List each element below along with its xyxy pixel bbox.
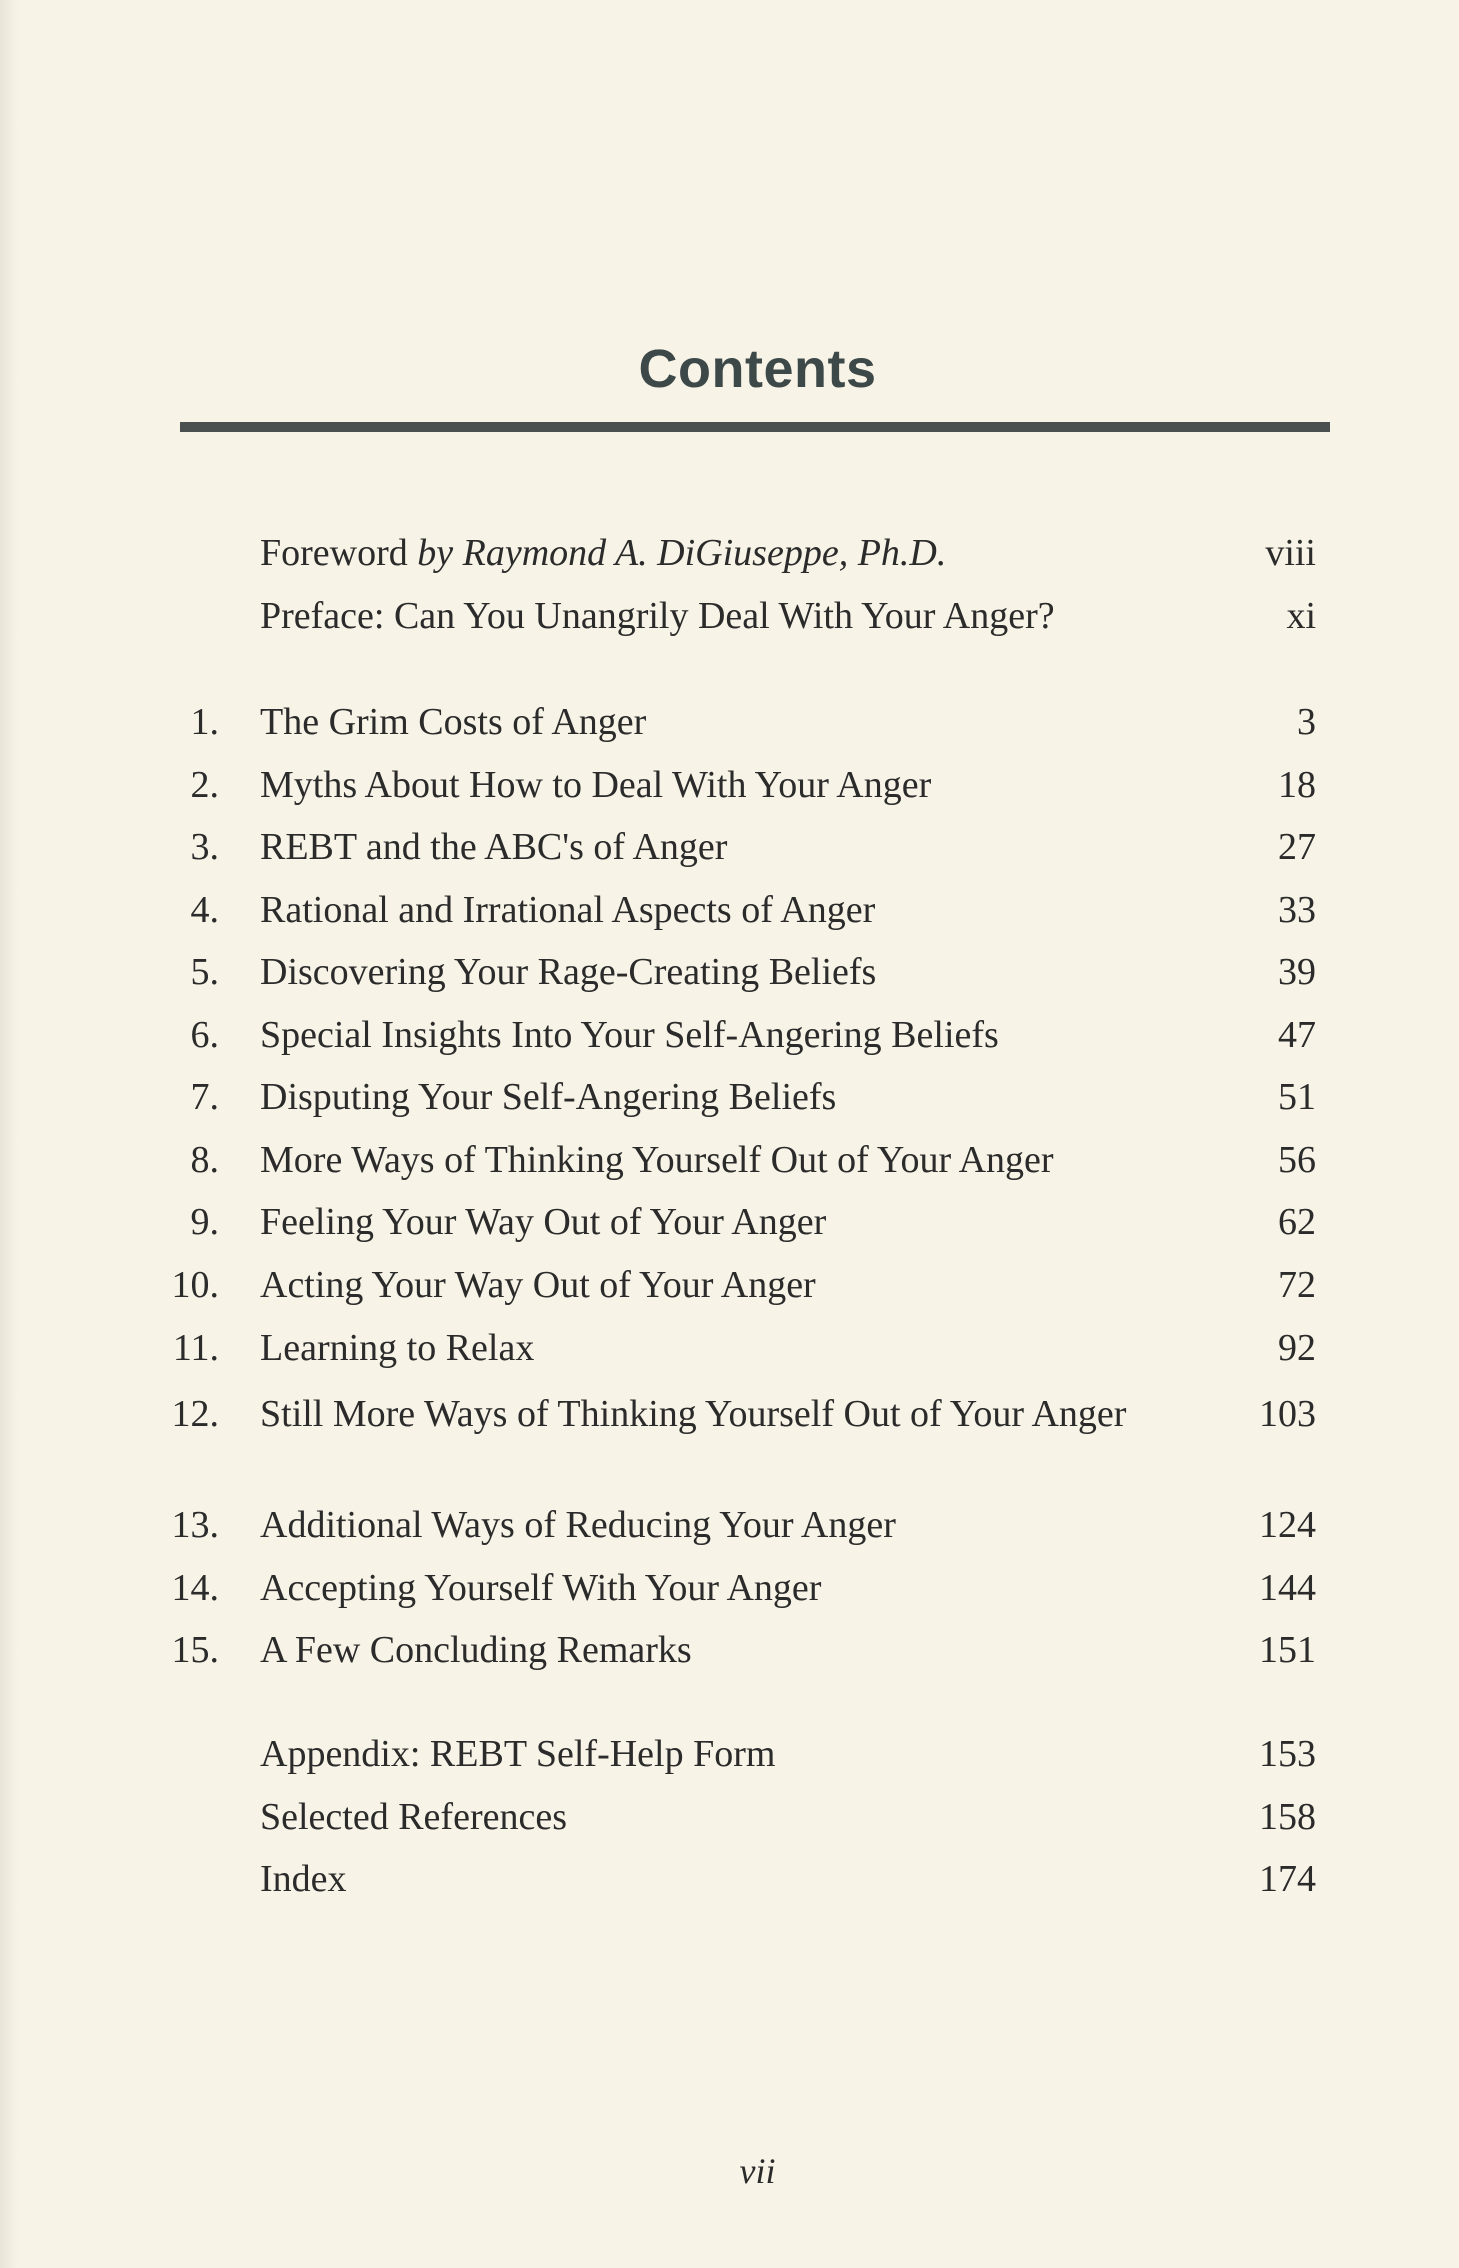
toc-chapter-number: 12. xyxy=(171,1393,219,1435)
toc-entry-title: Feeling Your Way Out of Your Anger xyxy=(260,1201,827,1243)
toc-page-number: 92 xyxy=(1278,1327,1316,1369)
toc-entry-title: Rational and Irrational Aspects of Anger xyxy=(260,889,876,931)
toc-page-number: 124 xyxy=(1259,1504,1316,1546)
page-folio: vii xyxy=(739,2151,776,2191)
toc-page-number: 151 xyxy=(1259,1629,1316,1671)
toc-entry-title: REBT and the ABC's of Anger xyxy=(260,826,728,868)
toc-chapter-4 xyxy=(0,885,1459,935)
toc-entry-title: Additional Ways of Reducing Your Anger xyxy=(260,1504,896,1546)
toc-entry-title: Appendix: REBT Self-Help Form xyxy=(260,1733,776,1775)
toc-page-number: viii xyxy=(1265,532,1316,574)
toc-chapter-13 xyxy=(0,1500,1459,1550)
toc-entry-title: Learning to Relax xyxy=(260,1327,535,1369)
title-rule xyxy=(180,422,1330,432)
toc-page-number: 47 xyxy=(1278,1014,1316,1056)
toc-page-number: 158 xyxy=(1259,1796,1316,1838)
toc-entry-preface xyxy=(0,591,1459,641)
toc-chapter-number: 9. xyxy=(190,1201,219,1243)
page-title: Contents xyxy=(638,339,877,399)
toc-chapter-15 xyxy=(0,1625,1459,1675)
toc-page-number: 3 xyxy=(1297,701,1316,743)
toc-entry-title: More Ways of Thinking Yourself Out of Your Anger xyxy=(260,1139,1054,1181)
toc-page-number: 153 xyxy=(1259,1733,1316,1775)
toc-chapter-2 xyxy=(0,760,1459,810)
toc-page-number: 18 xyxy=(1278,764,1316,806)
toc-chapter-11 xyxy=(0,1323,1459,1373)
toc-entry-title: The Grim Costs of Anger xyxy=(260,701,647,743)
toc-entry-title: Disputing Your Self-Angering Beliefs xyxy=(260,1076,837,1118)
toc-chapter-10 xyxy=(0,1260,1459,1310)
toc-chapter-14 xyxy=(0,1563,1459,1613)
toc-entry-index xyxy=(0,1854,1459,1904)
toc-chapter-9 xyxy=(0,1197,1459,1247)
toc-page-number: xi xyxy=(1286,595,1316,637)
toc-chapter-number: 1. xyxy=(190,701,219,743)
toc-entry-foreword xyxy=(0,528,1459,578)
toc-chapter-6 xyxy=(0,1010,1459,1060)
toc-page-number: 39 xyxy=(1278,951,1316,993)
toc-page-number: 103 xyxy=(1259,1393,1316,1435)
toc-chapter-number: 4. xyxy=(190,889,219,931)
toc-entry-title: Myths About How to Deal With Your Anger xyxy=(260,764,932,806)
toc-page-number: 62 xyxy=(1278,1201,1316,1243)
toc-page-number: 27 xyxy=(1278,826,1316,868)
toc-entry-title: Preface: Can You Unangrily Deal With Your Anger? xyxy=(260,595,1055,637)
toc-chapter-8 xyxy=(0,1135,1459,1185)
toc-chapter-number: 5. xyxy=(190,951,219,993)
toc-chapter-number: 10. xyxy=(171,1264,219,1306)
toc-chapter-number: 14. xyxy=(171,1567,219,1609)
toc-chapter-number: 3. xyxy=(190,826,219,868)
toc-chapter-7 xyxy=(0,1072,1459,1122)
toc-chapter-number: 15. xyxy=(171,1629,219,1671)
toc-entry-appendix xyxy=(0,1729,1459,1779)
toc-entry-title: Discovering Your Rage-Creating Beliefs xyxy=(260,951,877,993)
toc-entry-title: Accepting Yourself With Your Anger xyxy=(260,1567,822,1609)
toc-chapter-number: 8. xyxy=(190,1139,219,1181)
toc-chapter-number: 13. xyxy=(171,1504,219,1546)
toc-page-number: 144 xyxy=(1259,1567,1316,1609)
toc-page-number: 174 xyxy=(1259,1858,1316,1900)
toc-entry-references xyxy=(0,1792,1459,1842)
toc-page-number: 56 xyxy=(1278,1139,1316,1181)
toc-entry-title: Foreword by Raymond A. DiGiuseppe, Ph.D. xyxy=(260,532,947,574)
toc-chapter-number: 7. xyxy=(190,1076,219,1118)
toc-entry-title: Still More Ways of Thinking Yourself Out of Your Anger xyxy=(260,1393,1127,1435)
toc-entry-title: Special Insights Into Your Self-Angering Beliefs xyxy=(260,1014,999,1056)
toc-entry-title: Acting Your Way Out of Your Anger xyxy=(260,1264,816,1306)
toc-chapter-number: 11. xyxy=(172,1327,219,1369)
toc-chapter-1 xyxy=(0,697,1459,747)
toc-chapter-3 xyxy=(0,822,1459,872)
toc-entry-author: by Raymond A. DiGiuseppe, Ph.D. xyxy=(417,532,947,574)
toc-page-number: 51 xyxy=(1278,1076,1316,1118)
toc-page-number: 72 xyxy=(1278,1264,1316,1306)
toc-entry-title: Selected References xyxy=(260,1796,567,1838)
toc-page-number: 33 xyxy=(1278,889,1316,931)
toc-chapter-number: 2. xyxy=(190,764,219,806)
toc-chapter-number: 6. xyxy=(190,1014,219,1056)
toc-chapter-5 xyxy=(0,947,1459,997)
toc-entry-title: Index xyxy=(260,1858,347,1900)
toc-entry-title: A Few Concluding Remarks xyxy=(260,1629,692,1671)
toc-chapter-12 xyxy=(0,1389,1459,1489)
